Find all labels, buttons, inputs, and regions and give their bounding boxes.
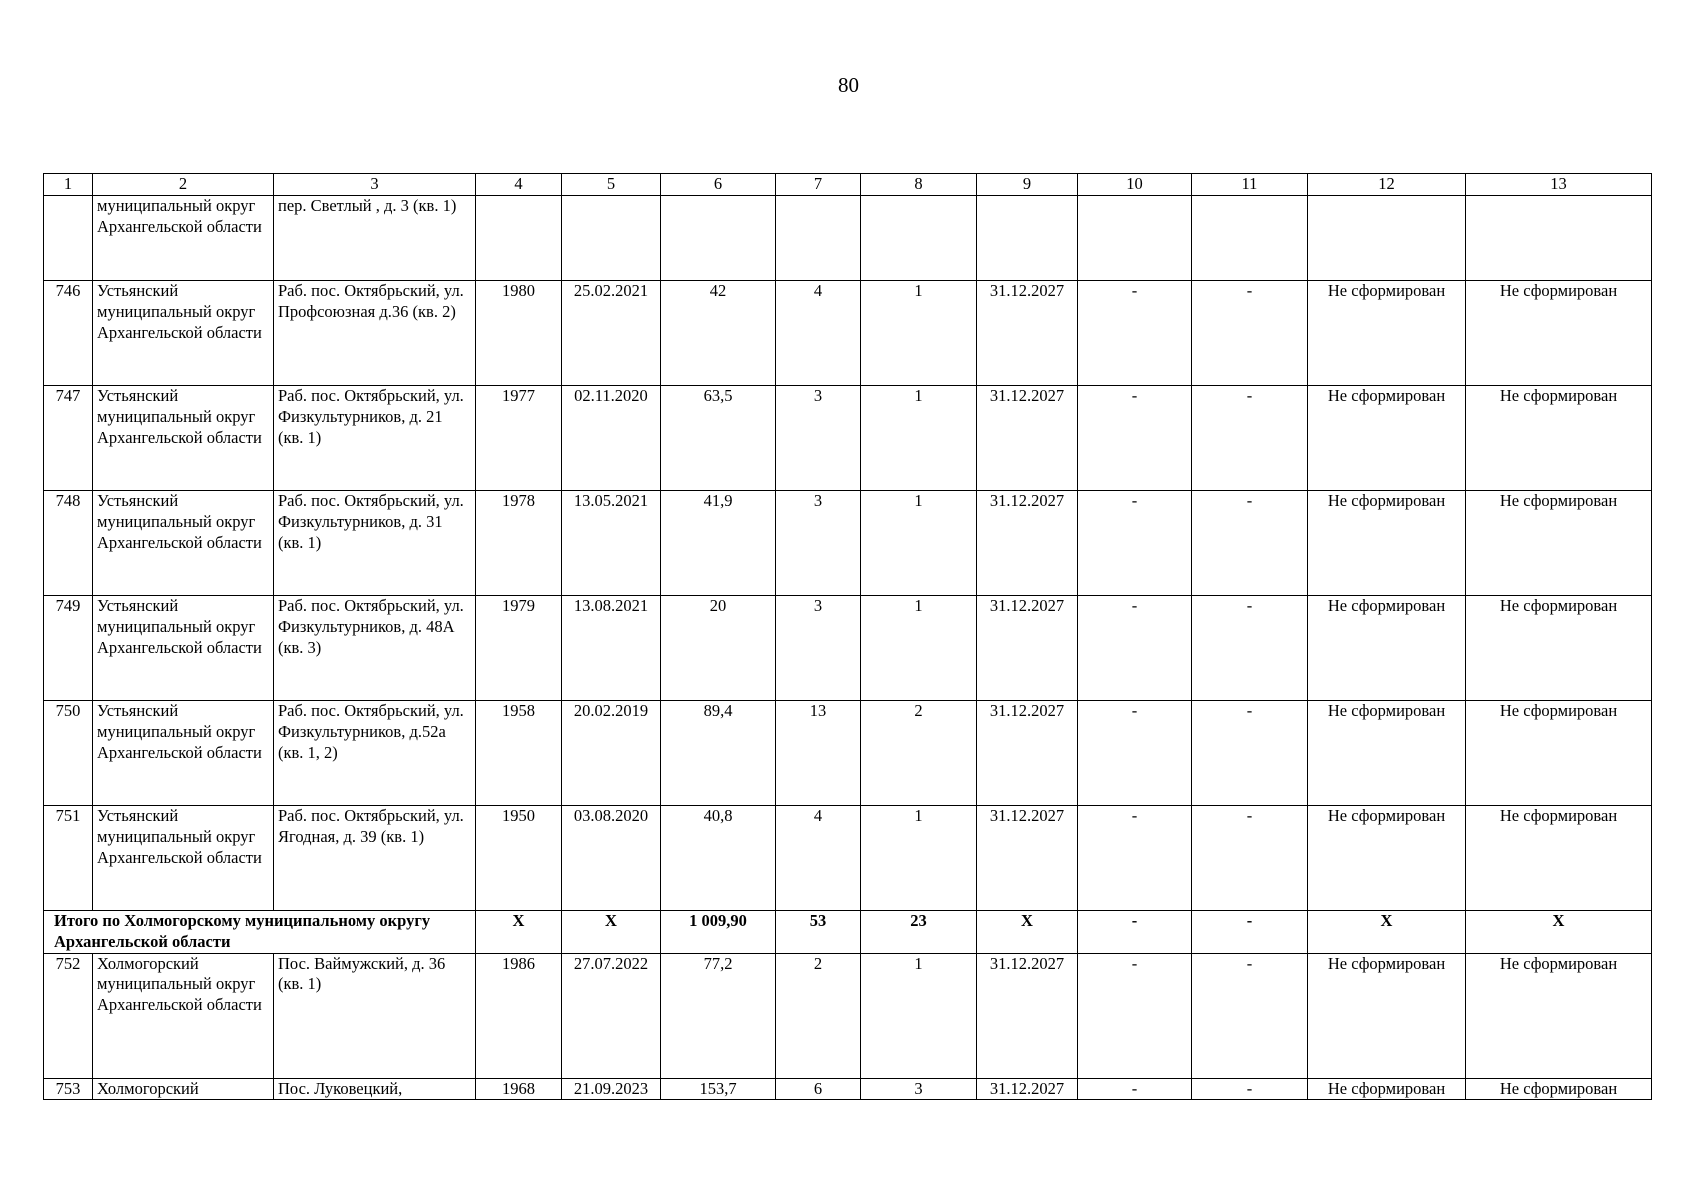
cell-col10: - xyxy=(1078,596,1192,701)
column-header: 3 xyxy=(274,174,476,196)
table-row xyxy=(44,281,1652,386)
cell-address: Раб. пос. Октябрьский, ул. Физкультурников, д. 48А (кв. 3) xyxy=(274,596,476,701)
cell-deadline: 31.12.2027 xyxy=(977,953,1078,1078)
cell-count: 1 xyxy=(861,596,977,701)
cell-year xyxy=(476,196,562,281)
cell-date: 03.08.2020 xyxy=(562,806,661,911)
column-header: 4 xyxy=(476,174,562,196)
table-row xyxy=(44,953,1652,1078)
cell-count: 3 xyxy=(861,1078,977,1100)
column-header: 7 xyxy=(776,174,861,196)
cell-col11: - xyxy=(1192,701,1308,806)
cell-col12: Не сформирован xyxy=(1308,1078,1466,1100)
cell-year: 1978 xyxy=(476,491,562,596)
cell-col13: Не сформирован xyxy=(1466,953,1652,1078)
cell-municipality: Устьянский муниципальный округ Архангельской области xyxy=(93,596,274,701)
column-header: 12 xyxy=(1308,174,1466,196)
cell-area: 153,7 xyxy=(661,1078,776,1100)
column-header: 11 xyxy=(1192,174,1308,196)
cell-col12 xyxy=(1308,196,1466,281)
cell-count: 1 xyxy=(861,386,977,491)
cell-col13: Не сформирован xyxy=(1466,701,1652,806)
cell-year: 1968 xyxy=(476,1078,562,1100)
page-number: 80 xyxy=(838,73,859,97)
cell-col13: Не сформирован xyxy=(1466,1078,1652,1100)
cell-col11: - xyxy=(1192,596,1308,701)
column-number-header-row xyxy=(44,174,1652,196)
cell-index xyxy=(44,196,93,281)
cell-deadline: 31.12.2027 xyxy=(977,386,1078,491)
cell-municipality: Устьянский муниципальный округ Архангельской области xyxy=(93,386,274,491)
cell-count: 1 xyxy=(861,806,977,911)
cell-date: 13.05.2021 xyxy=(562,491,661,596)
cell-col13: Не сформирован xyxy=(1466,491,1652,596)
cell-index: 749 xyxy=(44,596,93,701)
cell-index: 746 xyxy=(44,281,93,386)
cell-count: 1 xyxy=(861,491,977,596)
table-row xyxy=(44,1078,1652,1100)
cell-deadline: 31.12.2027 xyxy=(977,1078,1078,1100)
total-label: Итого по Холмогорскому муниципальному округу Архангельской области xyxy=(44,911,476,954)
cell-year: 1958 xyxy=(476,701,562,806)
cell-col11: - xyxy=(1192,806,1308,911)
cell-col13: Не сформирован xyxy=(1466,806,1652,911)
cell-col11 xyxy=(1192,196,1308,281)
cell-col12: Не сформирован xyxy=(1308,491,1466,596)
cell-col11: - xyxy=(1192,1078,1308,1100)
cell-municipality: Устьянский муниципальный округ Архангельской области xyxy=(93,491,274,596)
cell-date: 20.02.2019 xyxy=(562,701,661,806)
cell-residents: 4 xyxy=(776,281,861,386)
cell-col10: - xyxy=(1078,953,1192,1078)
cell-index: 751 xyxy=(44,806,93,911)
cell-address: Раб. пос. Октябрьский, ул. Физкультурников, д. 21 (кв. 1) xyxy=(274,386,476,491)
cell-municipality: Устьянский муниципальный округ Архангельской области xyxy=(93,806,274,911)
cell-col10: - xyxy=(1078,491,1192,596)
total-year: X xyxy=(476,911,562,954)
cell-deadline xyxy=(977,196,1078,281)
column-header: 6 xyxy=(661,174,776,196)
cell-residents xyxy=(776,196,861,281)
cell-address: Раб. пос. Октябрьский, ул. Ягодная, д. 39 (кв. 1) xyxy=(274,806,476,911)
cell-municipality: Устьянский муниципальный округ Архангельской области xyxy=(93,281,274,386)
cell-col11: - xyxy=(1192,953,1308,1078)
cell-col13 xyxy=(1466,196,1652,281)
total-col10: - xyxy=(1078,911,1192,954)
column-header: 1 xyxy=(44,174,93,196)
cell-col13: Не сформирован xyxy=(1466,596,1652,701)
cell-date: 25.02.2021 xyxy=(562,281,661,386)
table-row xyxy=(44,596,1652,701)
cell-address: Раб. пос. Октябрьский, ул. Физкультурников, д.52а (кв. 1, 2) xyxy=(274,701,476,806)
cell-col11: - xyxy=(1192,491,1308,596)
cell-year: 1986 xyxy=(476,953,562,1078)
cell-col13: Не сформирован xyxy=(1466,281,1652,386)
column-header: 13 xyxy=(1466,174,1652,196)
table-row xyxy=(44,806,1652,911)
cell-year: 1950 xyxy=(476,806,562,911)
cell-index: 747 xyxy=(44,386,93,491)
cell-residents: 13 xyxy=(776,701,861,806)
cell-residents: 3 xyxy=(776,596,861,701)
cell-municipality: Устьянский муниципальный округ Архангельской области xyxy=(93,701,274,806)
cell-municipality: Холмогорский муниципальный округ Архангельской области xyxy=(93,953,274,1078)
cell-area: 41,9 xyxy=(661,491,776,596)
cell-area: 77,2 xyxy=(661,953,776,1078)
table-row xyxy=(44,386,1652,491)
cell-residents: 2 xyxy=(776,953,861,1078)
cell-area: 20 xyxy=(661,596,776,701)
cell-col12: Не сформирован xyxy=(1308,701,1466,806)
cell-col11: - xyxy=(1192,386,1308,491)
cell-col10: - xyxy=(1078,701,1192,806)
cell-address: Пос. Луковецкий, xyxy=(274,1078,476,1100)
cell-index: 750 xyxy=(44,701,93,806)
total-col13: X xyxy=(1466,911,1652,954)
total-area: 1 009,90 xyxy=(661,911,776,954)
column-header: 5 xyxy=(562,174,661,196)
cell-area: 63,5 xyxy=(661,386,776,491)
total-row xyxy=(44,911,1652,954)
cell-area: 42 xyxy=(661,281,776,386)
cell-date: 02.11.2020 xyxy=(562,386,661,491)
cell-residents: 6 xyxy=(776,1078,861,1100)
total-deadline: X xyxy=(977,911,1078,954)
cell-count xyxy=(861,196,977,281)
cell-residents: 4 xyxy=(776,806,861,911)
cell-address: Пос. Ваймужский, д. 36 (кв. 1) xyxy=(274,953,476,1078)
housing-registry-table xyxy=(43,173,1652,1100)
cell-count: 2 xyxy=(861,701,977,806)
cell-col10: - xyxy=(1078,281,1192,386)
cell-municipality: муниципальный округ Архангельской области xyxy=(93,196,274,281)
total-count: 23 xyxy=(861,911,977,954)
cell-area: 40,8 xyxy=(661,806,776,911)
cell-col12: Не сформирован xyxy=(1308,806,1466,911)
cell-index: 752 xyxy=(44,953,93,1078)
cell-date: 21.09.2023 xyxy=(562,1078,661,1100)
column-header: 10 xyxy=(1078,174,1192,196)
cell-municipality: Холмогорский xyxy=(93,1078,274,1100)
cell-year: 1979 xyxy=(476,596,562,701)
cell-col13: Не сформирован xyxy=(1466,386,1652,491)
column-header: 2 xyxy=(93,174,274,196)
table-row-continued xyxy=(44,196,1652,281)
total-residents: 53 xyxy=(776,911,861,954)
cell-area xyxy=(661,196,776,281)
cell-col10: - xyxy=(1078,806,1192,911)
cell-deadline: 31.12.2027 xyxy=(977,596,1078,701)
cell-address: Раб. пос. Октябрьский, ул. Физкультурников, д. 31 (кв. 1) xyxy=(274,491,476,596)
column-header: 9 xyxy=(977,174,1078,196)
cell-address: пер. Светлый , д. 3 (кв. 1) xyxy=(274,196,476,281)
total-col12: X xyxy=(1308,911,1466,954)
cell-col10 xyxy=(1078,196,1192,281)
cell-deadline: 31.12.2027 xyxy=(977,701,1078,806)
cell-deadline: 31.12.2027 xyxy=(977,491,1078,596)
cell-year: 1980 xyxy=(476,281,562,386)
cell-deadline: 31.12.2027 xyxy=(977,806,1078,911)
cell-col12: Не сформирован xyxy=(1308,281,1466,386)
cell-col12: Не сформирован xyxy=(1308,953,1466,1078)
cell-col10: - xyxy=(1078,1078,1192,1100)
cell-address: Раб. пос. Октябрьский, ул. Профсоюзная д.36 (кв. 2) xyxy=(274,281,476,386)
total-col11: - xyxy=(1192,911,1308,954)
cell-residents: 3 xyxy=(776,491,861,596)
cell-deadline: 31.12.2027 xyxy=(977,281,1078,386)
column-header: 8 xyxy=(861,174,977,196)
cell-index: 753 xyxy=(44,1078,93,1100)
cell-col10: - xyxy=(1078,386,1192,491)
cell-date xyxy=(562,196,661,281)
cell-date: 13.08.2021 xyxy=(562,596,661,701)
cell-year: 1977 xyxy=(476,386,562,491)
cell-residents: 3 xyxy=(776,386,861,491)
table-row xyxy=(44,701,1652,806)
cell-area: 89,4 xyxy=(661,701,776,806)
cell-col12: Не сформирован xyxy=(1308,386,1466,491)
cell-count: 1 xyxy=(861,953,977,1078)
total-date: X xyxy=(562,911,661,954)
cell-col12: Не сформирован xyxy=(1308,596,1466,701)
table-row xyxy=(44,491,1652,596)
cell-col11: - xyxy=(1192,281,1308,386)
cell-index: 748 xyxy=(44,491,93,596)
cell-date: 27.07.2022 xyxy=(562,953,661,1078)
cell-count: 1 xyxy=(861,281,977,386)
